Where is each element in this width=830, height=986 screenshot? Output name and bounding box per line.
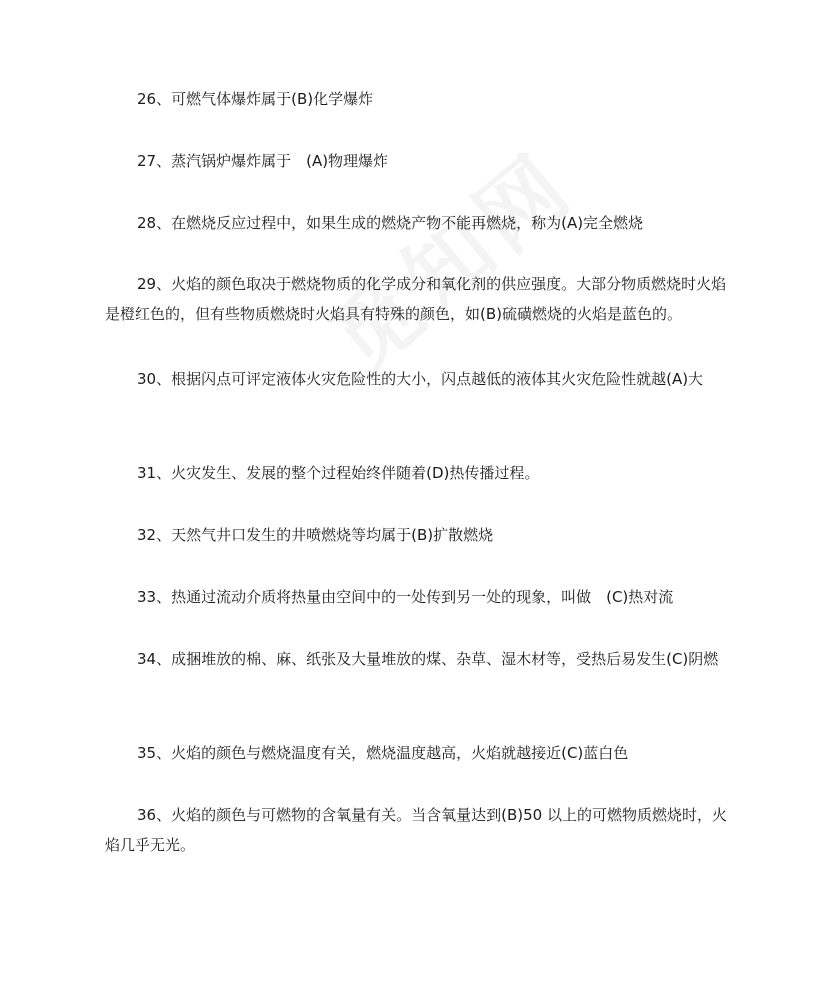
question-35: 35、火焰的颜色与燃烧温度有关，燃烧温度越高，火焰就越接近(C)蓝白色 (137, 744, 629, 762)
question-36: 36、火焰的颜色与可燃物的含氧量有关。当含氧量达到(B)50 以上的可燃物质燃烧时，火焰几乎无光。 (105, 806, 727, 854)
question-33: 33、热通过流动介质将热量由空间中的一处传到另一处的现象，叫做 (C)热对流 (137, 588, 674, 606)
question-34: 34、成捆堆放的棉、麻、纸张及大量堆放的煤、杂草、湿木材等，受热后易发生(C)阴燃 (137, 650, 719, 668)
question-27: 27、蒸汽锅炉爆炸属于 (A)物理爆炸 (137, 152, 389, 170)
question-29: 29、火焰的颜色取决于燃烧物质的化学成分和氧化剂的供应强度。大部分物质燃烧时火焰是橙红色的，但有些物质燃烧时火焰具有特殊的颜色，如(B)硫磺燃烧的火焰是蓝色的。 (105, 275, 727, 323)
question-30: 30、根据闪点可评定液体火灾危险性的大小，闪点越低的液体其火灾危险性就越(A)大 (137, 370, 704, 388)
question-26: 26、可燃气体爆炸属于(B)化学爆炸 (137, 90, 374, 108)
question-28: 28、在燃烧反应过程中，如果生成的燃烧产物不能再燃烧，称为(A)完全燃烧 (137, 214, 644, 232)
question-31: 31、火灾发生、发展的整个过程始终伴随着(D)热传播过程。 (137, 464, 540, 482)
question-32: 32、天然气井口发生的井喷燃烧等均属于(B)扩散燃烧 (137, 526, 494, 544)
